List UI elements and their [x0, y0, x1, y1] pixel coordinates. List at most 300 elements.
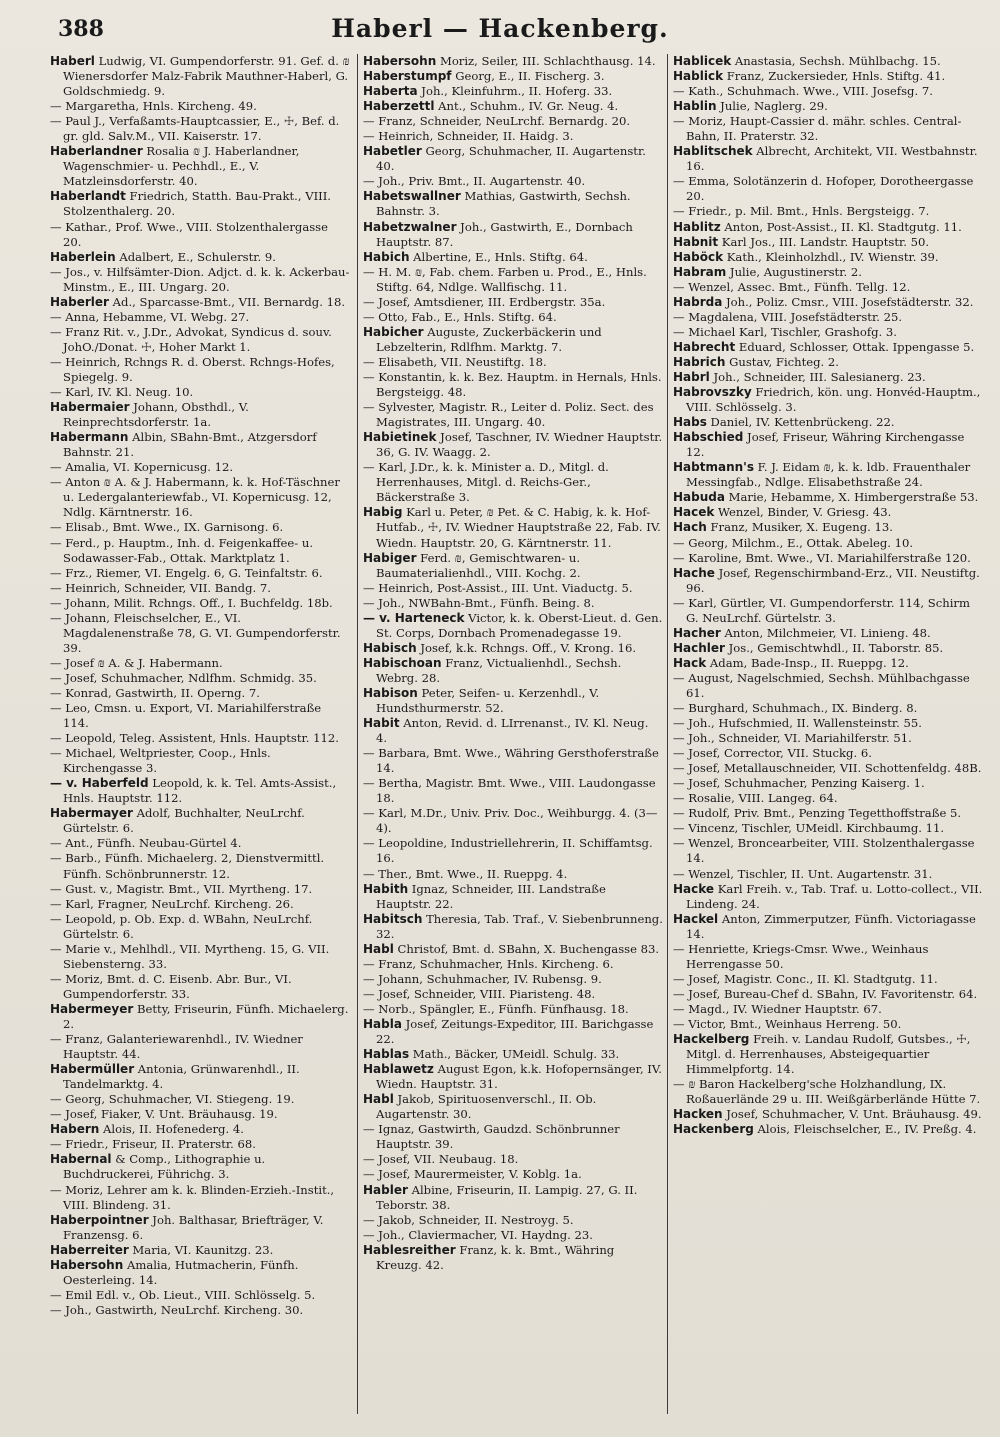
- directory-entry: [673, 761, 985, 776]
- entry-text: Gustav, Fichteg. 2.: [725, 354, 839, 369]
- directory-entry: [50, 611, 350, 656]
- entry-text: — Jakob, Schneider, II. Nestroyg. 5.: [363, 1212, 574, 1227]
- directory-entry: [363, 325, 663, 355]
- directory-entry: [50, 220, 350, 250]
- entry-text: — Frz., Riemer, VI. Engelg. 6, G. Teinfaltstr. 6.: [50, 565, 323, 580]
- entry-text: — Josef ₪ A. & J. Habermann.: [50, 655, 223, 670]
- directory-entry: [50, 942, 350, 972]
- entry-surname: Habersohn: [50, 1257, 124, 1272]
- entry-surname: Habernal: [50, 1152, 112, 1167]
- entry-surname: Hacher: [673, 625, 721, 640]
- directory-entry: [673, 656, 985, 671]
- directory-entry: [363, 69, 663, 84]
- directory-entry: [673, 882, 985, 912]
- directory-entry: [50, 54, 350, 99]
- directory-entry: [50, 325, 350, 355]
- entry-text: Julie, Augustinerstr. 2.: [726, 264, 862, 279]
- entry-text: — Elisab., Bmt. Wwe., IX. Garnisong. 6.: [50, 520, 284, 535]
- entry-surname: Habermaier: [50, 400, 130, 415]
- entry-text: Joh., Poliz. Cmsr., VIII. Josefstädterstr. 32.: [722, 294, 974, 309]
- directory-entry: [50, 189, 350, 219]
- directory-entry: [363, 957, 663, 972]
- directory-entry: [673, 325, 985, 340]
- entry-surname: Haberlandner: [50, 144, 143, 159]
- directory-entry: [673, 1122, 985, 1137]
- entry-text: — Josef, Maurermeister, V. Koblg. 1a.: [363, 1167, 582, 1182]
- directory-entry: [673, 1107, 985, 1122]
- directory-entry: [363, 836, 663, 866]
- entry-text: — Josef, Schuhmacher, Ndlfhm. Schmidg. 35.: [50, 670, 317, 685]
- page-number: 388: [58, 16, 104, 42]
- entry-surname: Haberlandt: [50, 189, 126, 204]
- directory-entry: [50, 385, 350, 400]
- entry-text: Josef, Schuhmacher, V. Unt. Bräuhausg. 49.: [722, 1107, 982, 1122]
- directory-entry: [50, 1152, 350, 1182]
- directory-entry: [363, 942, 663, 957]
- directory-entry: [363, 250, 663, 265]
- directory-entry: [50, 1288, 350, 1303]
- entry-text: Adalbert, E., Schulerstr. 9.: [115, 249, 276, 264]
- directory-columns: [50, 54, 985, 1414]
- directory-entry: [673, 385, 985, 415]
- entry-text: Joh., Gastwirth, E., Dornbach Hauptstr. 87.: [376, 219, 633, 249]
- entry-surname: Habig: [363, 505, 403, 520]
- directory-entry: [673, 791, 985, 806]
- entry-text: Wenzel, Binder, V. Griesg. 43.: [714, 505, 892, 520]
- entry-text: Anton, Milchmeier, VI. Linieng. 48.: [720, 625, 931, 640]
- entry-text: — Vincenz, Tischler, UMeidl. Kirchbaumg. 11.: [673, 821, 945, 836]
- directory-entry: [363, 144, 663, 174]
- directory-entry: [363, 114, 663, 129]
- entry-text: Leopold, k. k. Tel. Amts-Assist., Hnls. Hauptstr. 112.: [63, 776, 337, 806]
- entry-text: — Moriz, Bmt. d. C. Eisenb. Abr. Bur., VI. Gumpendorferstr. 33.: [50, 971, 292, 1001]
- entry-surname: Haberler: [50, 294, 109, 309]
- directory-entry: [363, 686, 663, 716]
- directory-entry: [673, 701, 985, 716]
- directory-entry: [363, 129, 663, 144]
- directory-entry: [50, 400, 350, 430]
- entry-text: — Friedr., Friseur, II. Praterstr. 68.: [50, 1137, 256, 1152]
- entry-text: — Bertha, Magistr. Bmt. Wwe., VIII. Laudongasse 18.: [363, 776, 656, 806]
- entry-text: Albin, SBahn-Bmt., Atzgersdorf Bahnstr. 21.: [63, 430, 317, 460]
- entry-text: — Rudolf, Priv. Bmt., Penzing Tegetthoffstraße 5.: [673, 806, 962, 821]
- entry-text: Josef, k.k. Rchngs. Off., V. Krong. 16.: [416, 640, 637, 655]
- directory-entry: [50, 656, 350, 671]
- directory-entry: [50, 1062, 350, 1092]
- entry-surname: Habison: [363, 685, 418, 700]
- entry-text: Alois, Fleischselcher, E., IV. Preßg. 4.: [753, 1122, 977, 1137]
- entry-text: Georg, E., II. Fischerg. 3.: [451, 69, 605, 84]
- entry-text: Albine, Friseurin, II. Lampig. 27, G. II. Teborstr. 38.: [376, 1182, 638, 1212]
- directory-entry: [363, 1183, 663, 1213]
- entry-text: Mathias, Gastwirth, Sechsh. Bahnstr. 3.: [376, 189, 631, 219]
- entry-text: Christof, Bmt. d. SBahn, X. Buchengasse 83.: [393, 941, 660, 956]
- directory-entry: [673, 250, 985, 265]
- entry-text: — Jos., v. Hilfsämter-Dion. Adjct. d. k. k. Ackerbau-Minstm., E., III. Ungarg. 20.: [50, 264, 350, 294]
- directory-entry: [673, 566, 985, 596]
- entry-text: — Barb., Fünfh. Michaelerg. 2, Dienstvermittl. Fünfh. Schönbrunnerstr. 12.: [50, 851, 325, 881]
- entry-text: — Josef, Magistr. Conc., II. Kl. Stadtgutg. 11.: [673, 971, 938, 986]
- entry-text: Amalia, Hutmacherin, Fünfh. Oesterleing. 14.: [63, 1257, 299, 1287]
- entry-text: Victor, k. k. Oberst-Lieut. d. Gen. St. Corps, Dornbach Promenadegasse 19.: [376, 610, 663, 640]
- directory-entry: [50, 1107, 350, 1122]
- entry-surname: Haberl: [50, 54, 95, 68]
- entry-text: — Wenzel, Assec. Bmt., Fünfh. Tellg. 12.: [673, 279, 911, 294]
- directory-entry: [363, 220, 663, 250]
- entry-text: Franz, Victualienhdl., Sechsh. Webrg. 28.: [376, 655, 622, 685]
- entry-text: Joh., Kleinfuhrm., II. Hoferg. 33.: [417, 84, 613, 99]
- entry-text: — Joh., NWBahn-Bmt., Fünfh. Being. 8.: [363, 595, 595, 610]
- directory-entry: [673, 280, 985, 295]
- entry-text: Ludwig, VI. Gumpendorferstr. 91. Gef. d. ₪ Wienersdorfer Malz-Fabrik Mauthner-Haberl, G. Goldschmiedg. 9.: [63, 54, 350, 99]
- directory-entry: [50, 1303, 350, 1318]
- column-2: [363, 54, 663, 1414]
- entry-surname: Habermüller: [50, 1062, 135, 1077]
- directory-entry: [50, 99, 350, 114]
- entry-surname: Habisch: [363, 640, 417, 655]
- directory-entry: [363, 611, 663, 641]
- entry-text: Peter, Seifen- u. Kerzenhdl., V. Hundsthurmerstr. 52.: [376, 685, 600, 716]
- entry-surname: Habla: [363, 1017, 402, 1031]
- directory-entry: [50, 460, 350, 475]
- directory-entry: [50, 114, 350, 144]
- entry-text: Franz, Zuckersieder, Hnls. Stiftg. 41.: [723, 69, 946, 84]
- entry-text: — Franz, Schneider, NeuLrchf. Bernardg. 20.: [363, 114, 631, 129]
- directory-entry: [673, 1077, 985, 1107]
- entry-text: Albrecht, Architekt, VII. Westbahnstr. 16.: [686, 144, 978, 174]
- directory-entry: [50, 295, 350, 310]
- directory-entry: [50, 144, 350, 189]
- entry-text: Karl Freih. v., Tab. Traf. u. Lotto-collect., VII. Lindeng. 24.: [686, 881, 983, 911]
- entry-text: Franz, Musiker, X. Eugeng. 13.: [706, 520, 893, 535]
- directory-entry: [50, 1002, 350, 1032]
- entry-text: — H. M. ₪, Fab. chem. Farben u. Prod., E., Hnls. Stiftg. 64, Ndlge. Wallfischg. 11.: [363, 264, 647, 294]
- entry-text: — Gust. v., Magistr. Bmt., VII. Myrtheng. 17.: [50, 881, 313, 896]
- entry-text: — Margaretha, Hnls. Kircheng. 49.: [50, 99, 257, 114]
- entry-text: — Ant., Fünfh. Neubau-Gürtel 4.: [50, 836, 242, 851]
- directory-entry: [673, 912, 985, 942]
- entry-text: Karl u. Peter, ₪ Pet. & C. Habig, k. k. Hof-Hutfab., ☩, IV. Wiedner Hauptstraße 22, Fab. IV. Wiedn. Hauptstr. 20, G. Kärntnerstr. 11.: [376, 505, 661, 550]
- entry-text: — Moriz, Lehrer am k. k. Blinden-Erzieh.-Instit., VIII. Blindeng. 31.: [50, 1182, 335, 1212]
- entry-surname: Haberpointner: [50, 1212, 149, 1227]
- directory-entry: [50, 851, 350, 881]
- directory-entry: [363, 912, 663, 942]
- entry-surname: Habermann: [50, 430, 129, 445]
- entry-surname: Hacek: [673, 505, 715, 520]
- entry-surname: Habrovszky: [673, 385, 752, 400]
- entry-text: — Heinrich, Schneider, VII. Bandg. 7.: [50, 580, 271, 595]
- directory-entry: [673, 836, 985, 866]
- directory-entry: [50, 897, 350, 912]
- directory-entry: [673, 355, 985, 370]
- directory-entry: [50, 912, 350, 942]
- entry-text: — Franz Rit. v., J.Dr., Advokat, Syndicus d. souv. JohO./Donat. ☩, Hoher Markt 1.: [50, 324, 332, 354]
- entry-text: — Ferd., p. Hauptm., Inh. d. Feigenkaffee- u. Sodawasser-Fab., Ottak. Marktplatz 1.: [50, 535, 314, 565]
- entry-text: Josef, Zeitungs-Expeditor, III. Barichgasse 22.: [376, 1017, 654, 1047]
- entry-text: Alois, II. Hofenederg. 4.: [99, 1122, 244, 1137]
- entry-text: — Karl, IV. Kl. Neug. 10.: [50, 385, 194, 400]
- entry-surname: Hablin: [673, 99, 717, 114]
- directory-entry: [50, 1122, 350, 1137]
- entry-text: Marie, Hebamme, X. Himbergerstraße 53.: [724, 490, 979, 505]
- entry-text: — Josef, Schuhmacher, Penzing Kaiserg. 1.: [673, 776, 925, 791]
- entry-text: Joh., Schneider, III. Salesianerg. 23.: [709, 369, 926, 384]
- directory-entry: [363, 460, 663, 505]
- directory-entry: [363, 174, 663, 189]
- entry-text: — Moriz, Haupt-Cassier d. mähr. schles. Central-Bahn, II. Praterstr. 32.: [673, 114, 962, 144]
- entry-surname: Hackenberg: [673, 1122, 754, 1137]
- directory-entry: [50, 1092, 350, 1107]
- entry-text: — Amalia, VI. Kopernicusg. 12.: [50, 460, 234, 475]
- directory-entry: [673, 942, 985, 972]
- entry-text: — Georg, Schuhmacher, VI. Stiegeng. 19.: [50, 1092, 295, 1107]
- entry-text: — Emma, Solotänzerin d. Hofoper, Dorotheergasse 20.: [673, 174, 974, 204]
- entry-text: Anton, Revid. d. LIrrenanst., IV. Kl. Neug. 4.: [376, 716, 649, 746]
- directory-entry: [673, 551, 985, 566]
- directory-entry: [50, 746, 350, 776]
- entry-text: Josef, Taschner, IV. Wiedner Hauptstr. 36, G. IV. Waagg. 2.: [376, 430, 663, 460]
- directory-entry: [363, 430, 663, 460]
- entry-surname: Hach: [673, 520, 707, 535]
- entry-text: — Magd., IV. Wiedner Hauptstr. 67.: [673, 1001, 882, 1016]
- entry-text: — Leopold, p. Ob. Exp. d. WBahn, NeuLrchf. Gürtelstr. 6.: [50, 911, 313, 941]
- entry-text: Friedrich, kön. ung. Honvéd-Hauptm., VIII. Schlösselg. 3.: [686, 385, 981, 415]
- entry-text: August Egon, k.k. Hofopernsänger, IV. Wiedn. Hauptstr. 31.: [376, 1062, 662, 1092]
- entry-surname: Hackelberg: [673, 1032, 750, 1047]
- directory-entry: [363, 400, 663, 430]
- entry-text: — Josef, Bureau-Chef d. SBahn, IV. Favoritenstr. 64.: [673, 986, 978, 1001]
- entry-text: Freih. v. Landau Rudolf, Gutsbes., ☩, Mitgl. d. Herrenhauses, Absteigequartier Himmelpfortg. 14.: [686, 1032, 971, 1077]
- entry-text: — Josef, Schneider, VIII. Piaristeng. 48.: [363, 986, 596, 1001]
- entry-surname: Habetler: [363, 144, 422, 159]
- entry-text: — Georg, Milchm., E., Ottak. Abeleg. 10.: [673, 535, 914, 550]
- directory-entry: [363, 806, 663, 836]
- directory-entry: [673, 69, 985, 84]
- entry-text: Julie, Naglerg. 29.: [716, 99, 828, 114]
- entry-surname: Hache: [673, 565, 715, 580]
- entry-text: — Heinrich, Rchngs R. d. Oberst. Rchngs-Hofes, Spiegelg. 9.: [50, 354, 335, 384]
- entry-text: Anastasia, Sechsh. Mühlbachg. 15.: [731, 54, 941, 68]
- directory-entry: [363, 596, 663, 611]
- directory-entry: [50, 1137, 350, 1152]
- entry-surname: Hablicek: [673, 54, 732, 68]
- entry-surname: Habich: [363, 249, 410, 264]
- entry-text: — Leopold, Teleg. Assistent, Hnls. Hauptstr. 112.: [50, 731, 339, 746]
- entry-text: Adam, Bade-Insp., II. Rueppg. 12.: [706, 655, 909, 670]
- entry-surname: Haberzettl: [363, 99, 435, 114]
- entry-text: — Burghard, Schuhmach., IX. Binderg. 8.: [673, 701, 918, 716]
- entry-text: — Josef, Metallauschneider, VII. Schottenfeldg. 48B.: [673, 761, 982, 776]
- entry-surname: Habl: [363, 1092, 394, 1107]
- directory-entry: [673, 204, 985, 219]
- directory-entry: [50, 250, 350, 265]
- directory-entry: [363, 295, 663, 310]
- directory-entry: [673, 84, 985, 99]
- column-divider: [667, 54, 668, 1414]
- entry-text: — Karl, M.Dr., Univ. Priv. Doc., Weihburgg. 4. (3—4).: [363, 806, 658, 836]
- directory-entry: [673, 99, 985, 114]
- entry-surname: Hablitschek: [673, 144, 753, 159]
- directory-entry: [673, 174, 985, 204]
- entry-text: — Ignaz, Gastwirth, Gaudzd. Schönbrunner Hauptstr. 39.: [363, 1122, 620, 1152]
- entry-text: — Josef, VII. Neubaug. 18.: [363, 1152, 519, 1167]
- entry-text: Joh. Balthasar, Briefträger, V. Franzensg. 6.: [63, 1212, 324, 1242]
- entry-text: — Josef, Corrector, VII. Stuckg. 6.: [673, 746, 872, 761]
- entry-text: Eduard, Schlosser, Ottak. Ippengasse 5.: [735, 339, 975, 354]
- entry-text: — Michael, Weltpriester, Coop., Hnls. Kirchengasse 3.: [50, 746, 271, 776]
- directory-entry: [673, 746, 985, 761]
- directory-entry: [363, 84, 663, 99]
- directory-entry: [50, 686, 350, 701]
- directory-entry: [50, 972, 350, 1002]
- entry-text: — Otto, Fab., E., Hnls. Stiftg. 64.: [363, 309, 557, 324]
- entry-text: — Karoline, Bmt. Wwe., VI. Mariahilferstraße 120.: [673, 550, 971, 565]
- directory-entry: [50, 1258, 350, 1288]
- entry-text: Math., Bäcker, UMeidl. Schulg. 33.: [409, 1047, 620, 1062]
- directory-entry: [50, 310, 350, 325]
- entry-text: Albertine, E., Hnls. Stiftg. 64.: [409, 249, 588, 264]
- entry-surname: Habtmann's: [673, 460, 754, 475]
- directory-entry: [50, 731, 350, 746]
- directory-entry: [363, 1092, 663, 1122]
- directory-entry: [673, 295, 985, 310]
- entry-surname: Habietinek: [363, 430, 437, 445]
- entry-text: — Joh., Hufschmied, II. Wallensteinstr. 55.: [673, 716, 922, 731]
- entry-text: — Kathar., Prof. Wwe., VIII. Stolzenthalergasse 20.: [50, 219, 328, 249]
- entry-text: — Franz, Galanteriewarenhdl., IV. Wiedner Hauptstr. 44.: [50, 1032, 303, 1062]
- entry-text: Friedrich, Statth. Bau-Prakt., VIII. Stolzenthalerg. 20.: [63, 189, 331, 219]
- entry-surname: — v. Harteneck: [363, 610, 465, 625]
- entry-text: — Norb., Spängler, E., Fünfh. Fünfhausg. 18.: [363, 1001, 629, 1016]
- directory-entry: [50, 536, 350, 566]
- directory-entry: [673, 235, 985, 250]
- entry-text: Ad., Sparcasse-Bmt., VII. Bernardg. 18.: [108, 294, 346, 309]
- directory-entry: [673, 867, 985, 882]
- directory-entry: [363, 1047, 663, 1062]
- entry-surname: Habrecht: [673, 339, 736, 354]
- entry-text: — Friedr., p. Mil. Bmt., Hnls. Bergsteigg. 7.: [673, 204, 930, 219]
- directory-entry: [673, 987, 985, 1002]
- entry-surname: Haberstumpf: [363, 69, 452, 84]
- entry-text: & Comp., Lithographie u. Buchdruckerei, Führichg. 3.: [63, 1152, 266, 1182]
- entry-text: — Barbara, Bmt. Wwe., Währing Gersthoferstraße 14.: [363, 746, 659, 776]
- directory-entry: [363, 972, 663, 987]
- entry-text: — Wenzel, Tischler, II. Unt. Augartenstr. 31.: [673, 866, 933, 881]
- entry-surname: Habitsch: [363, 911, 423, 926]
- directory-entry: [363, 1167, 663, 1182]
- entry-text: Ant., Schuhm., IV. Gr. Neug. 4.: [434, 99, 619, 114]
- entry-surname: Habram: [673, 264, 727, 279]
- directory-entry: [673, 536, 985, 551]
- entry-surname: Habnit: [673, 234, 719, 249]
- entry-surname: Hablas: [363, 1047, 410, 1062]
- directory-entry: [363, 1228, 663, 1243]
- directory-entry: [673, 144, 985, 174]
- directory-entry: [363, 355, 663, 370]
- entry-surname: Hablitz: [673, 219, 721, 234]
- entry-text: — Anton ₪ A. & J. Habermann, k. k. Hof-Täschner u. Ledergalanteriewfab., VI. Kopernicusg. 12, Ndlg. Kärntnerstr. 16.: [50, 475, 340, 520]
- directory-entry: [50, 355, 350, 385]
- entry-surname: Habermayer: [50, 806, 133, 821]
- entry-text: Jakob, Spirituosenverschl., II. Ob. Augartenstr. 30.: [376, 1092, 597, 1122]
- directory-entry: [673, 1032, 985, 1077]
- entry-text: — Leopoldine, Industriellehrerin, II. Schiffamtsg. 16.: [363, 836, 653, 866]
- entry-surname: Haböck: [673, 249, 724, 264]
- entry-text: — Johann, Milit. Rchngs. Off., I. Buchfeldg. 18b.: [50, 595, 333, 610]
- column-1: [50, 54, 350, 1414]
- entry-text: — Kath., Schuhmach. Wwe., VIII. Josefsg. 7.: [673, 84, 933, 99]
- entry-text: — ₪ Baron Hackelberg'sche Holzhandlung, IX. Roßauerlände 29 u. III. Weißgärberlände Hütte 7.: [673, 1077, 981, 1107]
- entry-text: — Leo, Cmsn. u. Export, VI. Mariahilferstraße 114.: [50, 701, 322, 731]
- directory-entry: [673, 671, 985, 701]
- directory-entry: [673, 641, 985, 656]
- directory-entry: [50, 836, 350, 851]
- entry-surname: Hachler: [673, 640, 725, 655]
- directory-entry: [363, 882, 663, 912]
- entry-surname: Habl: [363, 941, 394, 956]
- entry-surname: Habicher: [363, 324, 424, 339]
- entry-text: Anton, Post-Assist., II. Kl. Stadtgutg. 11.: [720, 219, 962, 234]
- directory-entry: [673, 821, 985, 836]
- directory-entry: [363, 987, 663, 1002]
- directory-entry: [363, 641, 663, 656]
- entry-text: — Joh., Gastwirth, NeuLrchf. Kircheng. 30.: [50, 1302, 304, 1317]
- entry-surname: Hacke: [673, 881, 715, 896]
- entry-text: Betty, Friseurin, Fünfh. Michaelerg. 2.: [63, 1001, 349, 1031]
- directory-entry: [50, 566, 350, 581]
- directory-entry: [673, 460, 985, 490]
- entry-surname: Haberreiter: [50, 1242, 129, 1257]
- directory-entry: [363, 1152, 663, 1167]
- entry-surname: Habischoan: [363, 655, 442, 670]
- entry-text: — Konstantin, k. k. Bez. Hauptm. in Hernals, Hnls. Bergsteigg. 48.: [363, 369, 662, 400]
- directory-entry: [363, 1002, 663, 1017]
- entry-surname: Habern: [50, 1122, 100, 1137]
- entry-text: Anton, Zimmerputzer, Fünfh. Victoriagasse 14.: [686, 911, 976, 941]
- directory-entry: [673, 1002, 985, 1017]
- entry-surname: Habschied: [673, 430, 744, 445]
- entry-text: — Michael Karl, Tischler, Grashofg. 3.: [673, 324, 897, 339]
- entry-surname: Hacken: [673, 1107, 723, 1122]
- directory-entry: [50, 1183, 350, 1213]
- entry-text: — Joh., Schneider, VI. Mariahilferstr. 51.: [673, 731, 912, 746]
- directory-entry: [363, 867, 663, 882]
- entry-text: Theresia, Tab. Traf., V. Siebenbrunneng. 32.: [376, 911, 663, 941]
- entry-text: — Joh., Priv. Bmt., II. Augartenstr. 40.: [363, 174, 586, 189]
- directory-entry: [673, 370, 985, 385]
- directory-entry: [363, 99, 663, 114]
- entry-text: Rosalia ₪ J. Haberlandner, Wagenschmier- u. Pechhdl., E., V. Matzleinsdorferstr. 40.: [63, 144, 300, 189]
- directory-entry: [673, 430, 985, 460]
- directory-entry: [673, 1017, 985, 1032]
- entry-text: — Franz, Schuhmacher, Hnls. Kircheng. 6.: [363, 956, 614, 971]
- entry-surname: Hablick: [673, 69, 724, 84]
- entry-text: — Elisabeth, VII. Neustiftg. 18.: [363, 354, 547, 369]
- entry-surname: Hablesreither: [363, 1242, 456, 1257]
- directory-entry: [50, 671, 350, 686]
- entry-surname: Habs: [673, 415, 707, 430]
- entry-surname: Habler: [363, 1182, 408, 1197]
- directory-entry: [50, 806, 350, 836]
- directory-entry: [363, 265, 663, 295]
- entry-surname: Habrda: [673, 294, 723, 309]
- entry-text: — August, Nagelschmied, Sechsh. Mühlbachgasse 61.: [673, 670, 970, 700]
- directory-entry: [363, 716, 663, 746]
- entry-text: Daniel, IV. Kettenbrückeng. 22.: [706, 415, 895, 430]
- directory-entry: [673, 972, 985, 987]
- entry-text: — Henriette, Kriegs-Cmsr. Wwe., Weinhaus Herrengasse 50.: [673, 941, 929, 971]
- entry-text: — Heinrich, Post-Assist., III. Unt. Viaductg. 5.: [363, 580, 633, 595]
